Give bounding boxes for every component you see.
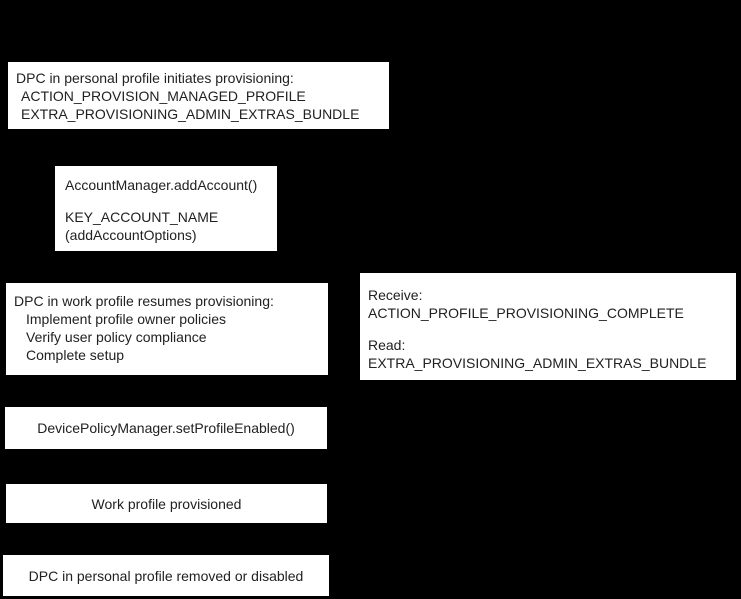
task-complete-setup: Complete setup (26, 347, 125, 363)
state-provisioned: Work profile provisioned (91, 495, 242, 512)
step-title: DPC in personal profile initiates provisioning: (16, 70, 294, 86)
constant-action-provision-managed-profile: ACTION_PROVISION_MANAGED_PROFILE (21, 88, 306, 104)
step-title: DPC in work profile resumes provisioning: (14, 293, 274, 309)
constant-action-profile-provisioning-complete: ACTION_PROFILE_PROVISIONING_COMPLETE (368, 305, 684, 321)
label-receive: Receive: (368, 287, 423, 303)
state-removed-or-disabled: DPC in personal profile removed or disabled (28, 567, 304, 584)
constant-key-account-name: KEY_ACCOUNT_NAME (65, 209, 219, 225)
step-personal-dpc-removed (3, 555, 329, 596)
step-work-profile-provisioned (6, 484, 327, 523)
param-add-account-options: (addAccountOptions) (65, 227, 197, 243)
constant-extra-provisioning-admin-extras-bundle: EXTRA_PROVISIONING_ADMIN_EXTRAS_BUNDLE (368, 355, 707, 371)
step-receive-broadcast (360, 273, 736, 380)
label-read: Read: (368, 337, 406, 353)
api-set-profile-enabled: DevicePolicyManager.setProfileEnabled() (37, 420, 295, 436)
api-add-account: AccountManager.addAccount() (65, 177, 258, 193)
step-add-account (55, 166, 277, 251)
step-resume-provisioning (6, 283, 328, 375)
task-verify-compliance: Verify user policy compliance (26, 329, 207, 345)
step-set-profile-enabled (5, 407, 327, 449)
task-implement-policies: Implement profile owner policies (26, 311, 226, 327)
step-initiate-provisioning (8, 62, 389, 129)
constant-extra-provisioning-admin-extras-bundle: EXTRA_PROVISIONING_ADMIN_EXTRAS_BUNDLE (21, 106, 360, 122)
